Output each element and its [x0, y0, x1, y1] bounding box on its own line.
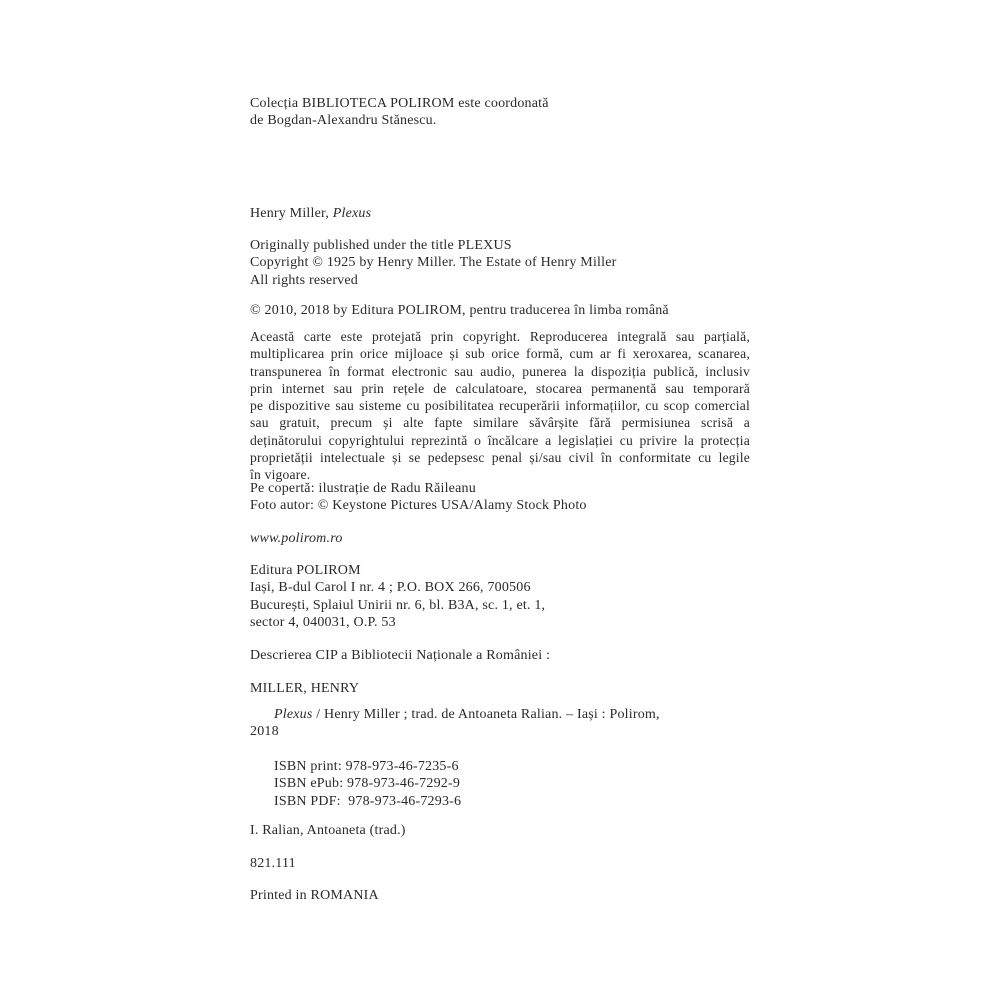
book-author: Henry Miller,	[250, 206, 333, 221]
publisher-address-line3: sector 4, 040031, O.P. 53	[250, 614, 396, 630]
cip-entry-year: 2018	[250, 724, 279, 740]
publisher-name: Editura POLIROM	[250, 563, 361, 578]
legal-line: în vigoare.	[250, 467, 311, 483]
isbn-pdf: ISBN PDF: 978-973-46-7293-6	[274, 793, 462, 809]
cover-credits	[250, 480, 750, 515]
cip-entry-rest: / Henry Miller ; trad. de Antoaneta Ralian. – Iași : Polirom,	[312, 707, 660, 722]
cip-translator: I. Ralian, Antoaneta (trad.)	[250, 823, 406, 838]
collection-note-line2: de Bogdan-Alexandru Stănescu.	[250, 113, 437, 129]
legal-line: pe dispozitive sau sisteme cu posibilitatea recuperării informațiilor, cu scop comercial	[250, 398, 750, 414]
udc-number: 821.111	[250, 856, 296, 871]
legal-line: multiplicarea prin orice mijloace și sub orice formă, cum ar fi xeroxarea, scanarea,	[250, 346, 750, 362]
author-photo-credit: Foto autor: © Keystone Pictures USA/Alamy Stock Photo	[250, 498, 587, 514]
original-copyright	[250, 237, 750, 289]
cip-entry-title: Plexus	[274, 707, 313, 722]
cip-entry	[250, 706, 750, 741]
legal-line: deținătorului copyrightului reprezintă o încălcare a legislației cu privire la protecția	[250, 432, 750, 448]
collection-note-line1: Colecția BIBLIOTECA POLIROM este coordonată	[250, 96, 549, 111]
original-copyright-line1: Originally published under the title PLEXUS	[250, 238, 512, 253]
publisher-address	[250, 562, 750, 631]
printed-in: Printed in ROMANIA	[250, 888, 379, 903]
isbn-print: ISBN print: 978-973-46-7235-6	[274, 759, 459, 774]
isbn-epub: ISBN ePub: 978-973-46-7292-9	[274, 776, 461, 792]
legal-line: transpunerea în format electronic sau audio, punerea la dispoziția publică, inclusiv	[250, 363, 750, 379]
legal-line: Această carte este protejată prin copyright. Reproducerea integrală sau parțială,	[250, 329, 750, 344]
book-author-title	[250, 205, 750, 222]
cip-heading: Descrierea CIP a Bibliotecii Naționale a României :	[250, 648, 551, 663]
collection-note	[250, 95, 750, 130]
legal-line: sau gratuit, precum și alte fapte similare săvârșite fără permisiunea scrisă a	[250, 415, 750, 431]
cover-illustration-credit: Pe copertă: ilustrație de Radu Răileanu	[250, 481, 476, 496]
publisher-website: www.polirom.ro	[250, 531, 343, 546]
cip-author: MILLER, HENRY	[250, 681, 360, 696]
legal-notice	[250, 328, 750, 484]
original-copyright-line3: All rights reserved	[250, 272, 358, 288]
romanian-copyright: © 2010, 2018 by Editura POLIROM, pentru traducerea în limba română	[250, 303, 669, 318]
legal-line: prin internet sau prin rețele de calculatoare, stocarea permanentă sau temporară	[250, 380, 750, 396]
publisher-address-line2: București, Splaiul Unirii nr. 6, bl. B3A, sc. 1, et. 1,	[250, 597, 546, 613]
original-copyright-line2: Copyright © 1925 by Henry Miller. The Estate of Henry Miller	[250, 255, 617, 271]
book-title: Plexus	[332, 206, 372, 221]
publisher-address-line1: Iași, B-dul Carol I nr. 4 ; P.O. BOX 266, 700506	[250, 580, 531, 596]
isbn-list	[250, 758, 750, 810]
legal-line: proprietății intelectuale și se pedepsesc penal și/sau civil în conformitate cu legile	[250, 450, 750, 466]
